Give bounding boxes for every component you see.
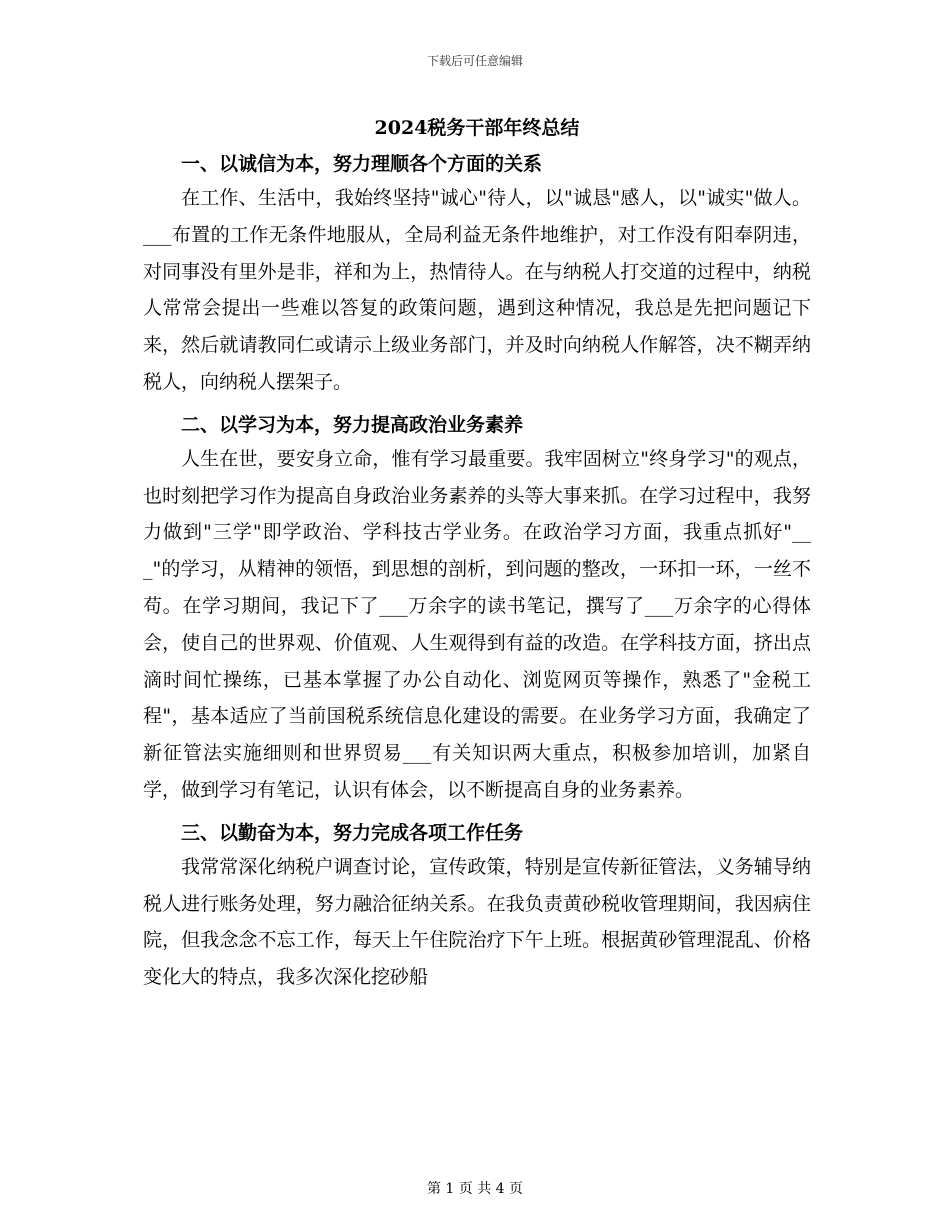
page-number-indicator: 第 1 页 共 4 页 xyxy=(426,1181,524,1197)
section-paragraph-2: 人生在世，要安身立命，惟有学习最重要。我牢固树立"终身学习"的观点，也时刻把学习作为提高自身政治业务素养的头等大事来抓。在学习过程中，我努力做到"三学"即学政治、学科技古学业务。在政治学习方面，我重点抓好"___"的学习，从精神的领悟，到思想的剖析，到问题的整改，一环扣一环，一丝不苟。在学习期间，我记下了___万余字的读书笔记，撰写了___万余字的心得体会，使自己的世界观、价值观、人生观得到有益的改造。在学科技方面，挤出点滴时间忙操练，已基本掌握了办公自动化、浏览网页等操作，熟悉了"金税工程"，基本适应了当前国税系统信息化建设的需要。在业务学习方面，我确定了新征管法实施细则和世界贸易___有关知识两大重点，积极参加培训，加紧自学，做到学习有笔记，认识有体会，以不断提高自身的业务素养。 xyxy=(143,447,811,801)
document-body xyxy=(143,112,811,996)
section-heading-1: 一、以诚信为本，努力理顺各个方面的关系 xyxy=(181,153,543,175)
section-paragraph-3: 我常常深化纳税户调查讨论，宣传政策，特别是宣传新征管法，义务辅导纳税人进行账务处理，努力融洽征纳关系。在我负责黄砂税收管理期间，我因病住院，但我念念不忘工作，每天上午住院治疗下午上班。根据黄砂管理混乱、价格变化大的特点，我多次深化挖砂船 xyxy=(143,855,811,989)
section-heading-2: 二、以学习为本，努力提高政治业务素养 xyxy=(181,413,524,436)
document-title: 2024税务干部年终总结 xyxy=(374,117,580,139)
section-paragraph-1: 在工作、生活中，我始终坚持"诚心"待人，以"诚恳"感人，以"诚实"做人。___布置的工作无条件地服从，全局利益无条件地维护，对工作没有阳奉阴违，对同事没有里外是非，祥和为上，热情待人。在与纳税人打交道的过程中，纳税人常常会提出一些难以答复的政策问题，遇到这种情况，我总是先把问题记下来，然后就请教同仁或请示上级业务部门，并及时向纳税人作解答，决不糊弄纳税人，向纳税人摆架子。 xyxy=(143,187,811,393)
section-heading-3: 三、以勤奋为本，努力完成各项工作任务 xyxy=(181,821,524,844)
page-header-note: 下载后可任意编辑 xyxy=(426,54,523,68)
